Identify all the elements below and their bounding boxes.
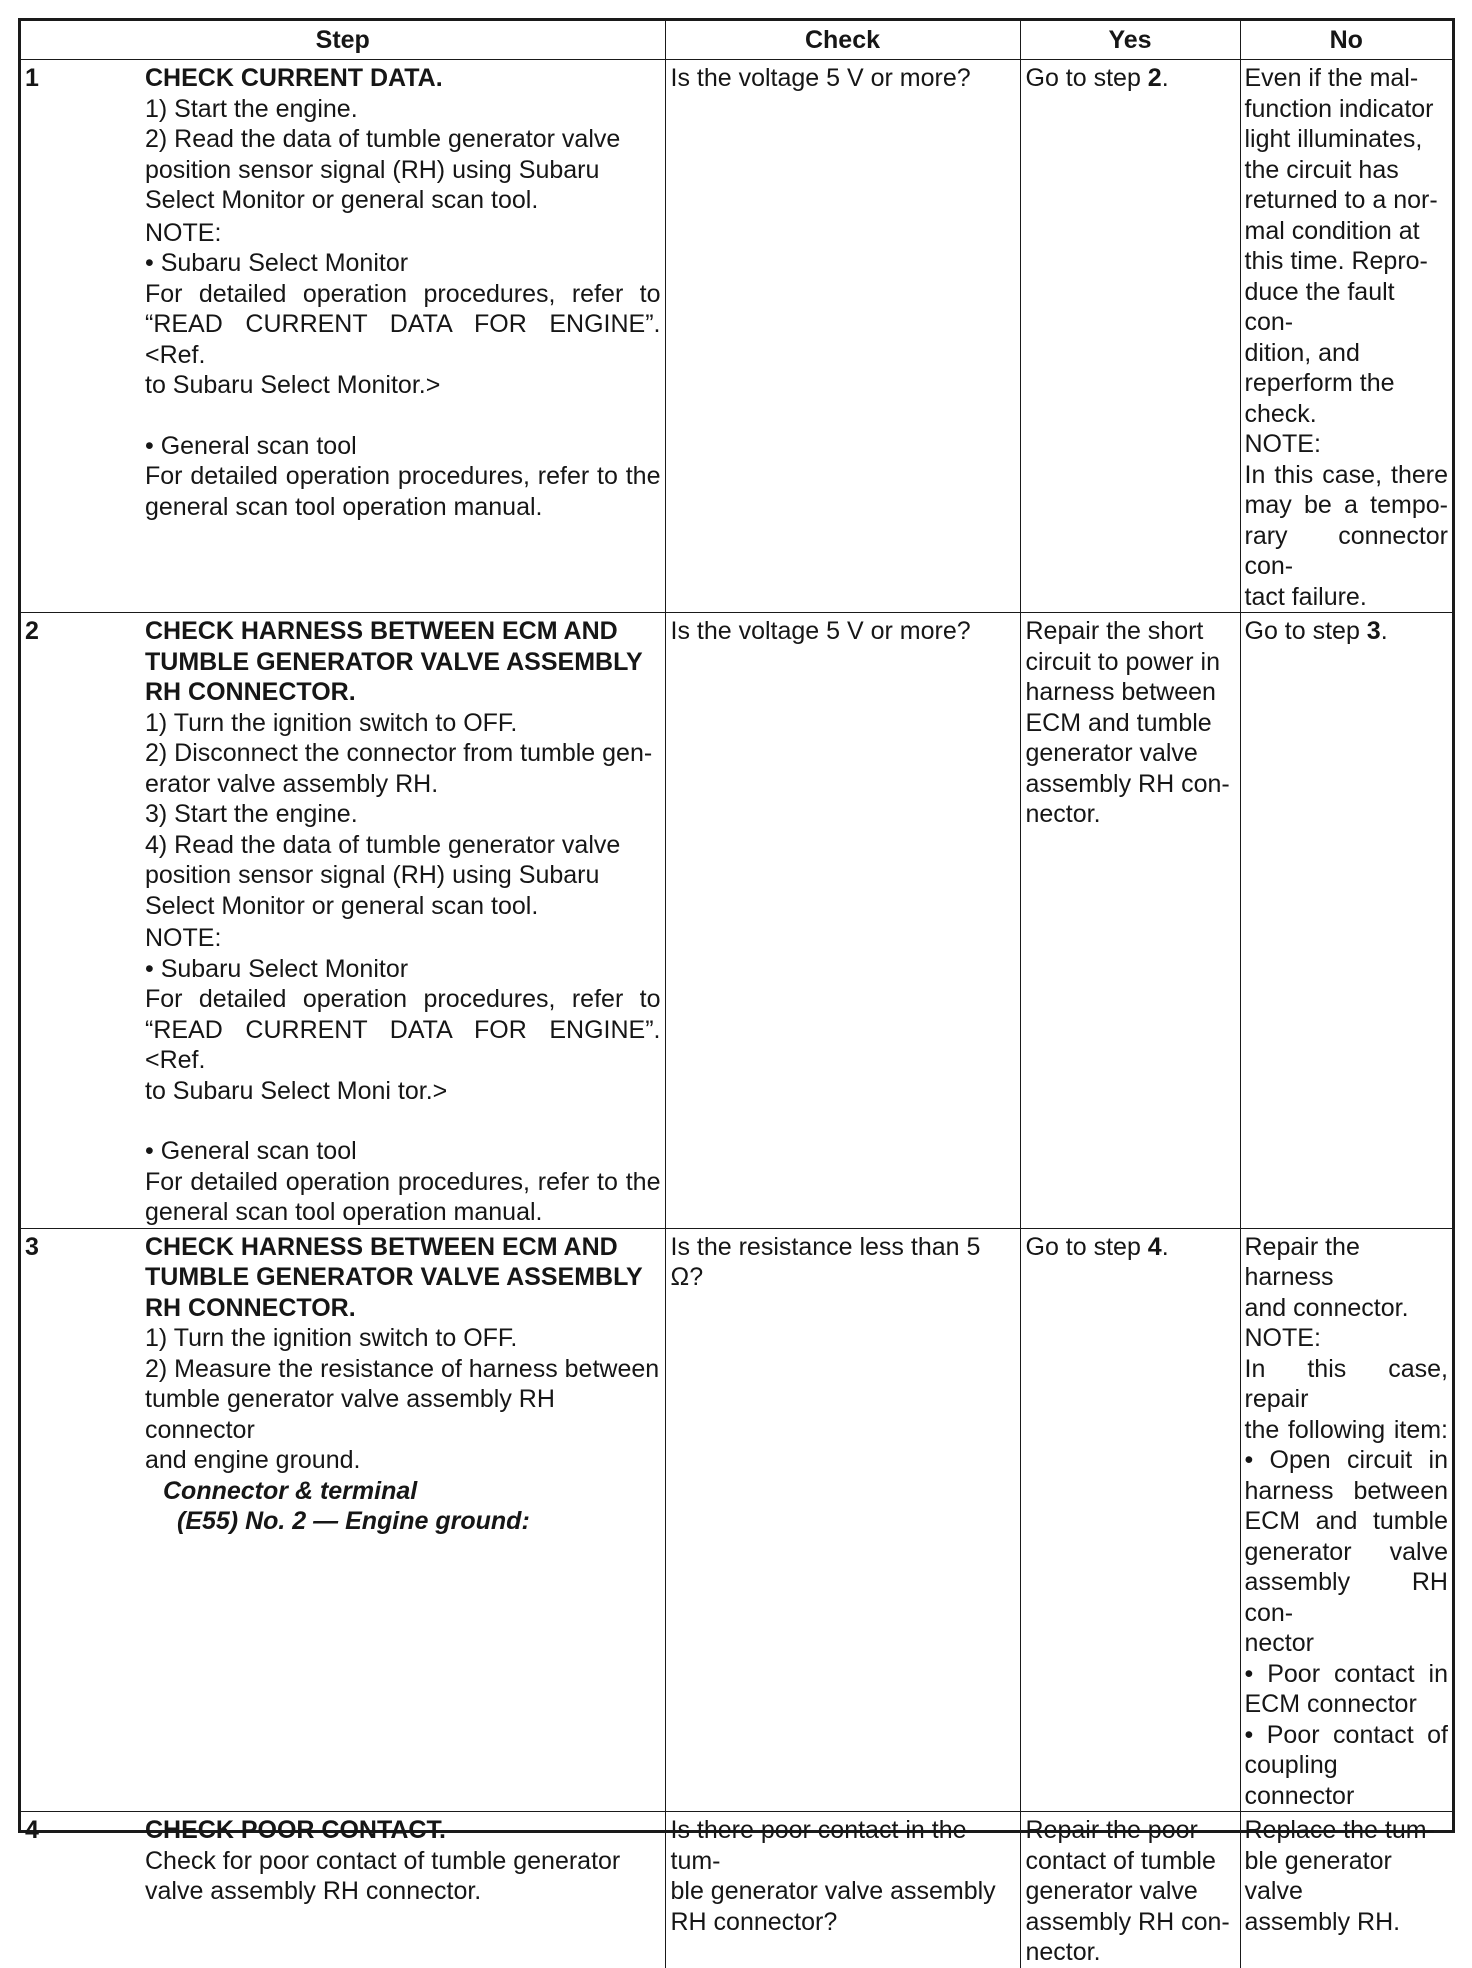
- no-line: function indicator: [1244, 94, 1434, 123]
- note-text: For detailed operation procedures, refer to the: [145, 462, 661, 490]
- no-note-line: • Poor contact of: [1244, 1720, 1448, 1749]
- no-line: and connector.: [1244, 1293, 1409, 1322]
- check-cell: [665, 1812, 1020, 1968]
- no-line: reperform the: [1244, 369, 1395, 397]
- no-line: assembly RH.: [1244, 1907, 1401, 1936]
- no-note-label: NOTE:: [1244, 430, 1321, 458]
- yes-cell: [1020, 60, 1240, 613]
- table-row: [21, 1228, 1452, 1812]
- no-line: Repair the harness: [1244, 1232, 1360, 1291]
- no-cell: [1240, 1228, 1452, 1812]
- step-title: RH CONNECTOR.: [145, 678, 356, 706]
- header-check: Check: [665, 21, 1020, 60]
- goto-step-number: 3: [1366, 617, 1381, 645]
- check-line: RH connector?: [670, 1907, 838, 1936]
- no-note-line: nector: [1244, 1629, 1314, 1657]
- no-line: ble generator valve: [1244, 1846, 1392, 1905]
- check-cell: [665, 1228, 1020, 1812]
- no-note-line: • Poor contact in: [1244, 1659, 1448, 1688]
- yes-line: Repair the short: [1025, 617, 1204, 645]
- note-text: general scan tool operation manual.: [145, 1198, 543, 1226]
- goto-step-number: 2: [1147, 64, 1162, 92]
- note-text: “READ CURRENT DATA FOR ENGINE”. <Ref.: [145, 1015, 661, 1074]
- header-no: No: [1240, 21, 1452, 60]
- instruction-line: 4) Read the data of tumble generator valve: [145, 830, 621, 859]
- step-cell: [21, 1812, 665, 1968]
- step-title: CHECK HARNESS BETWEEN ECM AND: [145, 1232, 618, 1261]
- no-cell: [1240, 1812, 1452, 1968]
- yes-line: harness between: [1025, 678, 1216, 706]
- note-label: NOTE:: [145, 924, 222, 952]
- no-note-line: ECM connector: [1244, 1690, 1417, 1718]
- table-row: [21, 1812, 1452, 1968]
- no-note-line: coupling connector: [1244, 1751, 1355, 1810]
- step-title: RH CONNECTOR.: [145, 1293, 356, 1322]
- instruction-line: Select Monitor or general scan tool.: [145, 891, 539, 920]
- instruction-line: valve assembly RH connector.: [145, 1877, 482, 1905]
- diagnostic-procedure-table: [21, 21, 1452, 1968]
- no-line: light illuminates,: [1244, 125, 1423, 153]
- yes-line: generator valve: [1025, 1877, 1198, 1905]
- yes-line: Repair the poor: [1025, 1816, 1198, 1844]
- yes-line: assembly RH con-: [1025, 769, 1230, 798]
- step-title: CHECK POOR CONTACT.: [145, 1816, 446, 1844]
- no-note-line: In this case, there: [1244, 460, 1448, 489]
- yes-line: contact of tumble: [1025, 1846, 1216, 1875]
- no-note-line: may be a tempo-: [1244, 491, 1448, 519]
- step-cell: [21, 613, 665, 1229]
- step-number: 2: [25, 617, 39, 645]
- note-text: to Subaru Select Moni tor.>: [145, 1076, 448, 1105]
- table-row: [21, 60, 1452, 613]
- no-note-line: tact failure.: [1244, 582, 1367, 611]
- no-line: the circuit has: [1244, 155, 1399, 184]
- table-row: [21, 613, 1452, 1229]
- instruction-line: Check for poor contact of tumble generator: [145, 1846, 621, 1875]
- no-note-line: harness between: [1244, 1476, 1448, 1505]
- check-line: Is there poor contact in the tum-: [670, 1816, 967, 1875]
- no-line: duce the fault con-: [1244, 277, 1395, 336]
- no-cell: [1240, 613, 1452, 1229]
- instruction-line: erator valve assembly RH.: [145, 769, 439, 798]
- no-note-line: rary connector con-: [1244, 521, 1448, 580]
- no-line: Replace the tum-: [1244, 1816, 1435, 1844]
- diagnostic-table-sheet: [18, 18, 1455, 1966]
- no-line: dition, and: [1244, 338, 1360, 367]
- step-title: CHECK CURRENT DATA.: [145, 64, 443, 92]
- instruction-line: 2) Disconnect the connector from tumble gen-: [145, 739, 653, 767]
- note-text: For detailed operation procedures, refer to the: [145, 1167, 661, 1196]
- note-text: For detailed operation procedures, refer to: [145, 279, 661, 308]
- no-note-label: NOTE:: [1244, 1324, 1321, 1352]
- no-line: check.: [1244, 399, 1317, 428]
- yes-line: assembly RH con-: [1025, 1907, 1230, 1936]
- instruction-line: 2) Read the data of tumble generator valve: [145, 125, 621, 153]
- connector-value: (E55) No. 2 — Engine ground:: [177, 1507, 530, 1535]
- yes-line: nector.: [1025, 1938, 1101, 1966]
- no-line: returned to a nor-: [1244, 186, 1438, 214]
- no-action: Go to step 3.: [1244, 617, 1388, 645]
- note-bullet: • Subaru Select Monitor: [145, 249, 409, 277]
- step-number: 4: [25, 1816, 39, 1844]
- step-title: CHECK HARNESS BETWEEN ECM AND: [145, 617, 618, 645]
- yes-action: Go to step 4.: [1025, 1232, 1169, 1261]
- yes-line: nector.: [1025, 800, 1101, 828]
- no-note-line: the following item:: [1244, 1415, 1448, 1444]
- no-note-line: • Open circuit in: [1244, 1446, 1448, 1474]
- no-note-line: In this case, repair: [1244, 1354, 1448, 1413]
- note-bullet: • Subaru Select Monitor: [145, 954, 409, 983]
- step-cell: [21, 60, 665, 613]
- yes-line: circuit to power in: [1025, 647, 1221, 676]
- connector-label: Connector & terminal: [163, 1476, 418, 1505]
- step-title: TUMBLE GENERATOR VALVE ASSEMBLY: [145, 1263, 643, 1291]
- instruction-line: 1) Turn the ignition switch to OFF.: [145, 1324, 518, 1352]
- check-line: ble generator valve assembly: [670, 1877, 996, 1905]
- goto-step-number: 4: [1147, 1232, 1162, 1261]
- check-cell: [665, 613, 1020, 1229]
- step-title: TUMBLE GENERATOR VALVE ASSEMBLY: [145, 647, 643, 676]
- table-header-row: [21, 21, 1452, 60]
- no-line: this time. Repro-: [1244, 247, 1428, 275]
- instruction-line: 1) Turn the ignition switch to OFF.: [145, 708, 518, 737]
- instruction-line: and engine ground.: [145, 1446, 361, 1474]
- instruction-line: 2) Measure the resistance of harness between: [145, 1354, 660, 1383]
- instruction-line: position sensor signal (RH) using Subaru: [145, 861, 600, 889]
- no-line: mal condition at: [1244, 216, 1420, 245]
- check-question: Is the voltage 5 V or more?: [670, 64, 971, 92]
- no-note-line: ECM and tumble: [1244, 1507, 1448, 1535]
- yes-cell: [1020, 613, 1240, 1229]
- yes-action: Go to step 2.: [1025, 64, 1169, 92]
- step-cell: [21, 1228, 665, 1812]
- instruction-line: position sensor signal (RH) using Subaru: [145, 155, 600, 184]
- header-yes: Yes: [1020, 21, 1240, 60]
- note-text: to Subaru Select Monitor.>: [145, 371, 441, 399]
- check-question: Is the resistance less than 5 Ω?: [670, 1232, 981, 1291]
- check-question: Is the voltage 5 V or more?: [670, 617, 971, 645]
- no-note-line: generator valve: [1244, 1537, 1448, 1566]
- header-step: Step: [21, 21, 665, 60]
- note-text: For detailed operation procedures, refer to: [145, 985, 661, 1013]
- yes-line: ECM and tumble: [1025, 708, 1212, 737]
- step-number: 3: [25, 1232, 39, 1261]
- yes-line: generator valve: [1025, 739, 1198, 767]
- no-line: Even if the mal-: [1244, 64, 1419, 92]
- instruction-line: 1) Start the engine.: [145, 94, 358, 123]
- note-text: general scan tool operation manual.: [145, 492, 543, 521]
- note-label: NOTE:: [145, 218, 222, 247]
- no-note-line: assembly RH con-: [1244, 1568, 1448, 1627]
- note-bullet: • General scan tool: [145, 1137, 357, 1165]
- note-text: “READ CURRENT DATA FOR ENGINE”. <Ref.: [145, 310, 661, 369]
- instruction-line: 3) Start the engine.: [145, 800, 358, 828]
- instruction-line: tumble generator valve assembly RH connector: [145, 1385, 555, 1444]
- instruction-line: Select Monitor or general scan tool.: [145, 186, 539, 214]
- no-cell: [1240, 60, 1452, 613]
- yes-cell: [1020, 1812, 1240, 1968]
- note-bullet: • General scan tool: [145, 431, 357, 460]
- yes-cell: [1020, 1228, 1240, 1812]
- step-number: 1: [25, 64, 39, 92]
- check-cell: [665, 60, 1020, 613]
